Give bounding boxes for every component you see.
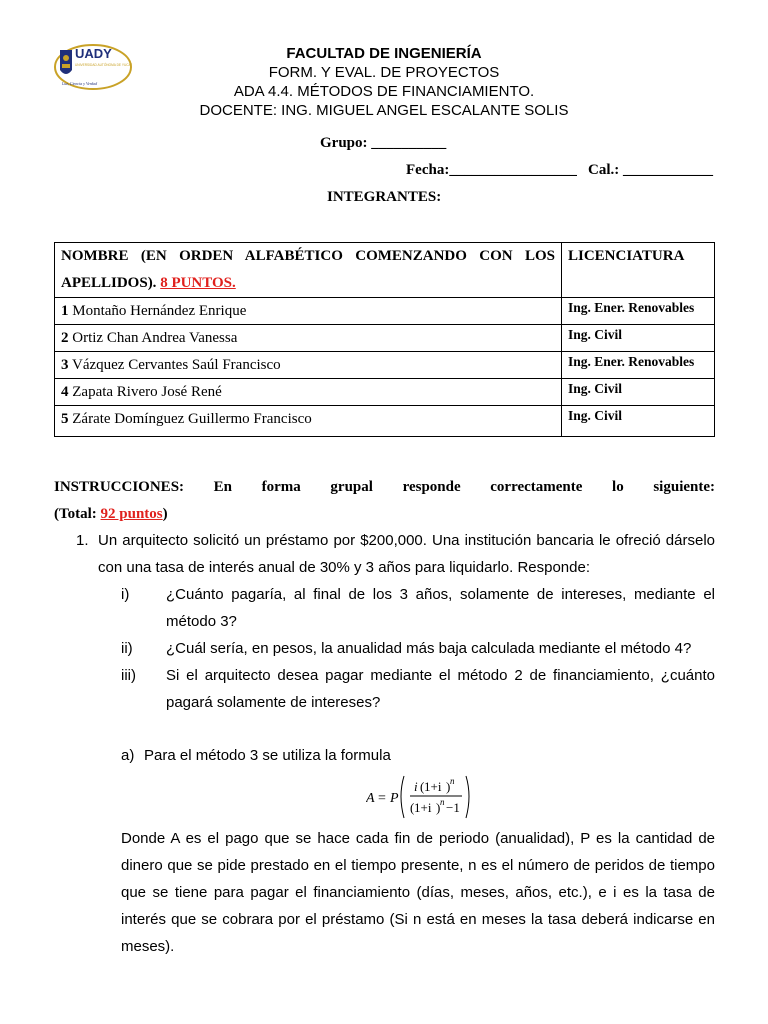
member-name: Montaño Hernández Enrique xyxy=(72,303,247,319)
fecha-field xyxy=(406,162,577,179)
member-licenciatura: Ing. Ener. Renovables xyxy=(562,298,715,325)
member-name: Zapata Rivero José René xyxy=(72,384,222,400)
numerator-base: 1+i xyxy=(424,779,442,794)
member-name-cell xyxy=(55,379,562,406)
name-header-line1: NOMBRE (EN ORDEN ALFABÉTICO COMENZANDO CON LOS xyxy=(61,248,555,264)
description-line: que se tiene para pagar el financiamiento (días, meses, años, etc.), e i es la tasa de xyxy=(121,884,715,901)
grupo-label: Grupo: xyxy=(320,135,368,151)
svg-text:): ) xyxy=(446,779,451,794)
subitem-text-line2: pagará solamente de intereses? xyxy=(166,694,381,711)
table-row xyxy=(55,325,715,352)
assignment-title: ADA 4.4. MÉTODOS DE FINANCIAMIENTO. xyxy=(233,83,535,100)
member-licenciatura: Ing. Civil xyxy=(562,379,715,406)
name-column-header xyxy=(55,243,562,298)
question-text-line1: Un arquitecto solicitó un préstamo por $200,000. Una institución bancaria le ofreció dárselo xyxy=(98,532,715,549)
row-number: 3 xyxy=(61,357,69,373)
description-line: dinero que se pide prestado en el tiempo presente, n es el número de peridos de tiempo xyxy=(121,857,715,874)
member-name-cell xyxy=(55,298,562,325)
member-licenciatura: Ing. Civil xyxy=(562,406,715,437)
faculty-title: FACULTAD DE INGENIERÍA xyxy=(286,45,482,62)
table-row xyxy=(55,379,715,406)
licenciatura-column-header: LICENCIATURA xyxy=(562,243,715,298)
subitem-text-line1: ¿Cuál sería, en pesos, la anualidad más baja calculada mediante el método 4? xyxy=(166,640,692,657)
row-number: 5 xyxy=(61,411,69,427)
cal-blank: ____________ xyxy=(623,162,713,178)
name-header-line2: APELLIDOS). xyxy=(61,275,157,291)
svg-text:): ) xyxy=(436,800,441,815)
grupo-blank: __________ xyxy=(371,135,447,151)
total-points: 92 puntos xyxy=(100,506,163,522)
fecha-blank: _________________ xyxy=(449,162,577,178)
subitem-number: i) xyxy=(121,586,130,603)
description-line: meses). xyxy=(121,938,175,955)
row-number: 1 xyxy=(61,303,69,319)
logo-text: UADY xyxy=(75,46,112,61)
cal-field xyxy=(588,162,713,179)
subitem-number: iii) xyxy=(121,667,136,684)
total-close: ) xyxy=(162,506,168,522)
row-number: 2 xyxy=(61,330,69,346)
logo-subtitle: UNIVERSIDAD AUTÓNOMA DE YUCATÁN xyxy=(75,63,132,67)
answer-label: a) xyxy=(121,747,135,764)
formula-lhs: A xyxy=(366,791,375,806)
member-name: Zárate Domínguez Guillermo Francisco xyxy=(72,411,312,427)
description-line: interés que se cobrara por el préstamo (Si n está en meses la tasa deberá indicarse en xyxy=(121,911,715,928)
subitem-text-line1: ¿Cuánto pagaría, al final de los 3 años, solamente de intereses, mediante el xyxy=(166,586,715,603)
right-paren xyxy=(466,776,469,818)
row-number: 4 xyxy=(61,384,69,400)
member-name: Ortiz Chan Andrea Vanessa xyxy=(72,330,238,346)
logo-motto: Luz, Ciencia y Verdad xyxy=(62,81,98,86)
member-name-cell xyxy=(55,352,562,379)
instructions-line xyxy=(54,478,715,497)
formula-p: P xyxy=(390,791,399,806)
svg-text:(: ( xyxy=(420,779,425,794)
description-line: Donde A es el pago que se hace cada fin de periodo (anualidad), P es la cantidad de xyxy=(121,830,715,847)
member-licenciatura: Ing. Civil xyxy=(562,325,715,352)
total-label: (Total: xyxy=(54,506,97,522)
svg-text:(: ( xyxy=(410,800,415,815)
teacher-line: DOCENTE: ING. MIGUEL ANGEL ESCALANTE SOLIS xyxy=(199,102,569,119)
denominator-exponent: n xyxy=(440,797,445,807)
denominator-base: 1+i xyxy=(414,800,432,815)
annuity-formula xyxy=(366,772,476,820)
university-logo xyxy=(50,40,132,95)
formula-equals: = xyxy=(378,791,386,806)
grupo-field xyxy=(320,135,446,152)
points-label: 8 PUNTOS. xyxy=(160,275,236,291)
member-licenciatura: Ing. Ener. Renovables xyxy=(562,352,715,379)
course-title: FORM. Y EVAL. DE PROYECTOS xyxy=(268,64,500,81)
member-name: Vázquez Cervantes Saúl Francisco xyxy=(71,357,281,373)
instructions-label: INSTRUCCIONES: xyxy=(54,479,185,495)
subitem-text-line1: Si el arquitecto desea pagar mediante el método 2 de financiamiento, ¿cuánto xyxy=(166,667,715,684)
denominator-minus: −1 xyxy=(446,800,460,815)
instructions-text: En forma grupal responde correctamente lo siguiente: xyxy=(213,479,716,495)
table-row xyxy=(55,406,715,437)
numerator-i: i xyxy=(414,779,418,794)
question-text-line2: con una tasa de interés anual de 30% y 3 años para liquidarlo. Responde: xyxy=(98,559,591,576)
numerator-exponent: n xyxy=(450,776,455,786)
question-number: 1. xyxy=(76,532,89,549)
cal-label: Cal.: xyxy=(588,162,620,178)
fecha-label: Fecha: xyxy=(406,162,450,178)
table-row xyxy=(55,298,715,325)
table-header-row xyxy=(55,243,715,298)
integrantes-heading: INTEGRANTES: xyxy=(327,189,442,205)
table-row xyxy=(55,352,715,379)
member-name-cell xyxy=(55,325,562,352)
members-table xyxy=(54,242,715,437)
left-paren xyxy=(401,776,404,818)
member-name-cell xyxy=(55,406,562,437)
subitem-text-line2: método 3? xyxy=(166,613,237,630)
answer-intro: Para el método 3 se utiliza la formula xyxy=(144,747,391,764)
subitem-number: ii) xyxy=(121,640,133,657)
total-line xyxy=(54,506,168,523)
